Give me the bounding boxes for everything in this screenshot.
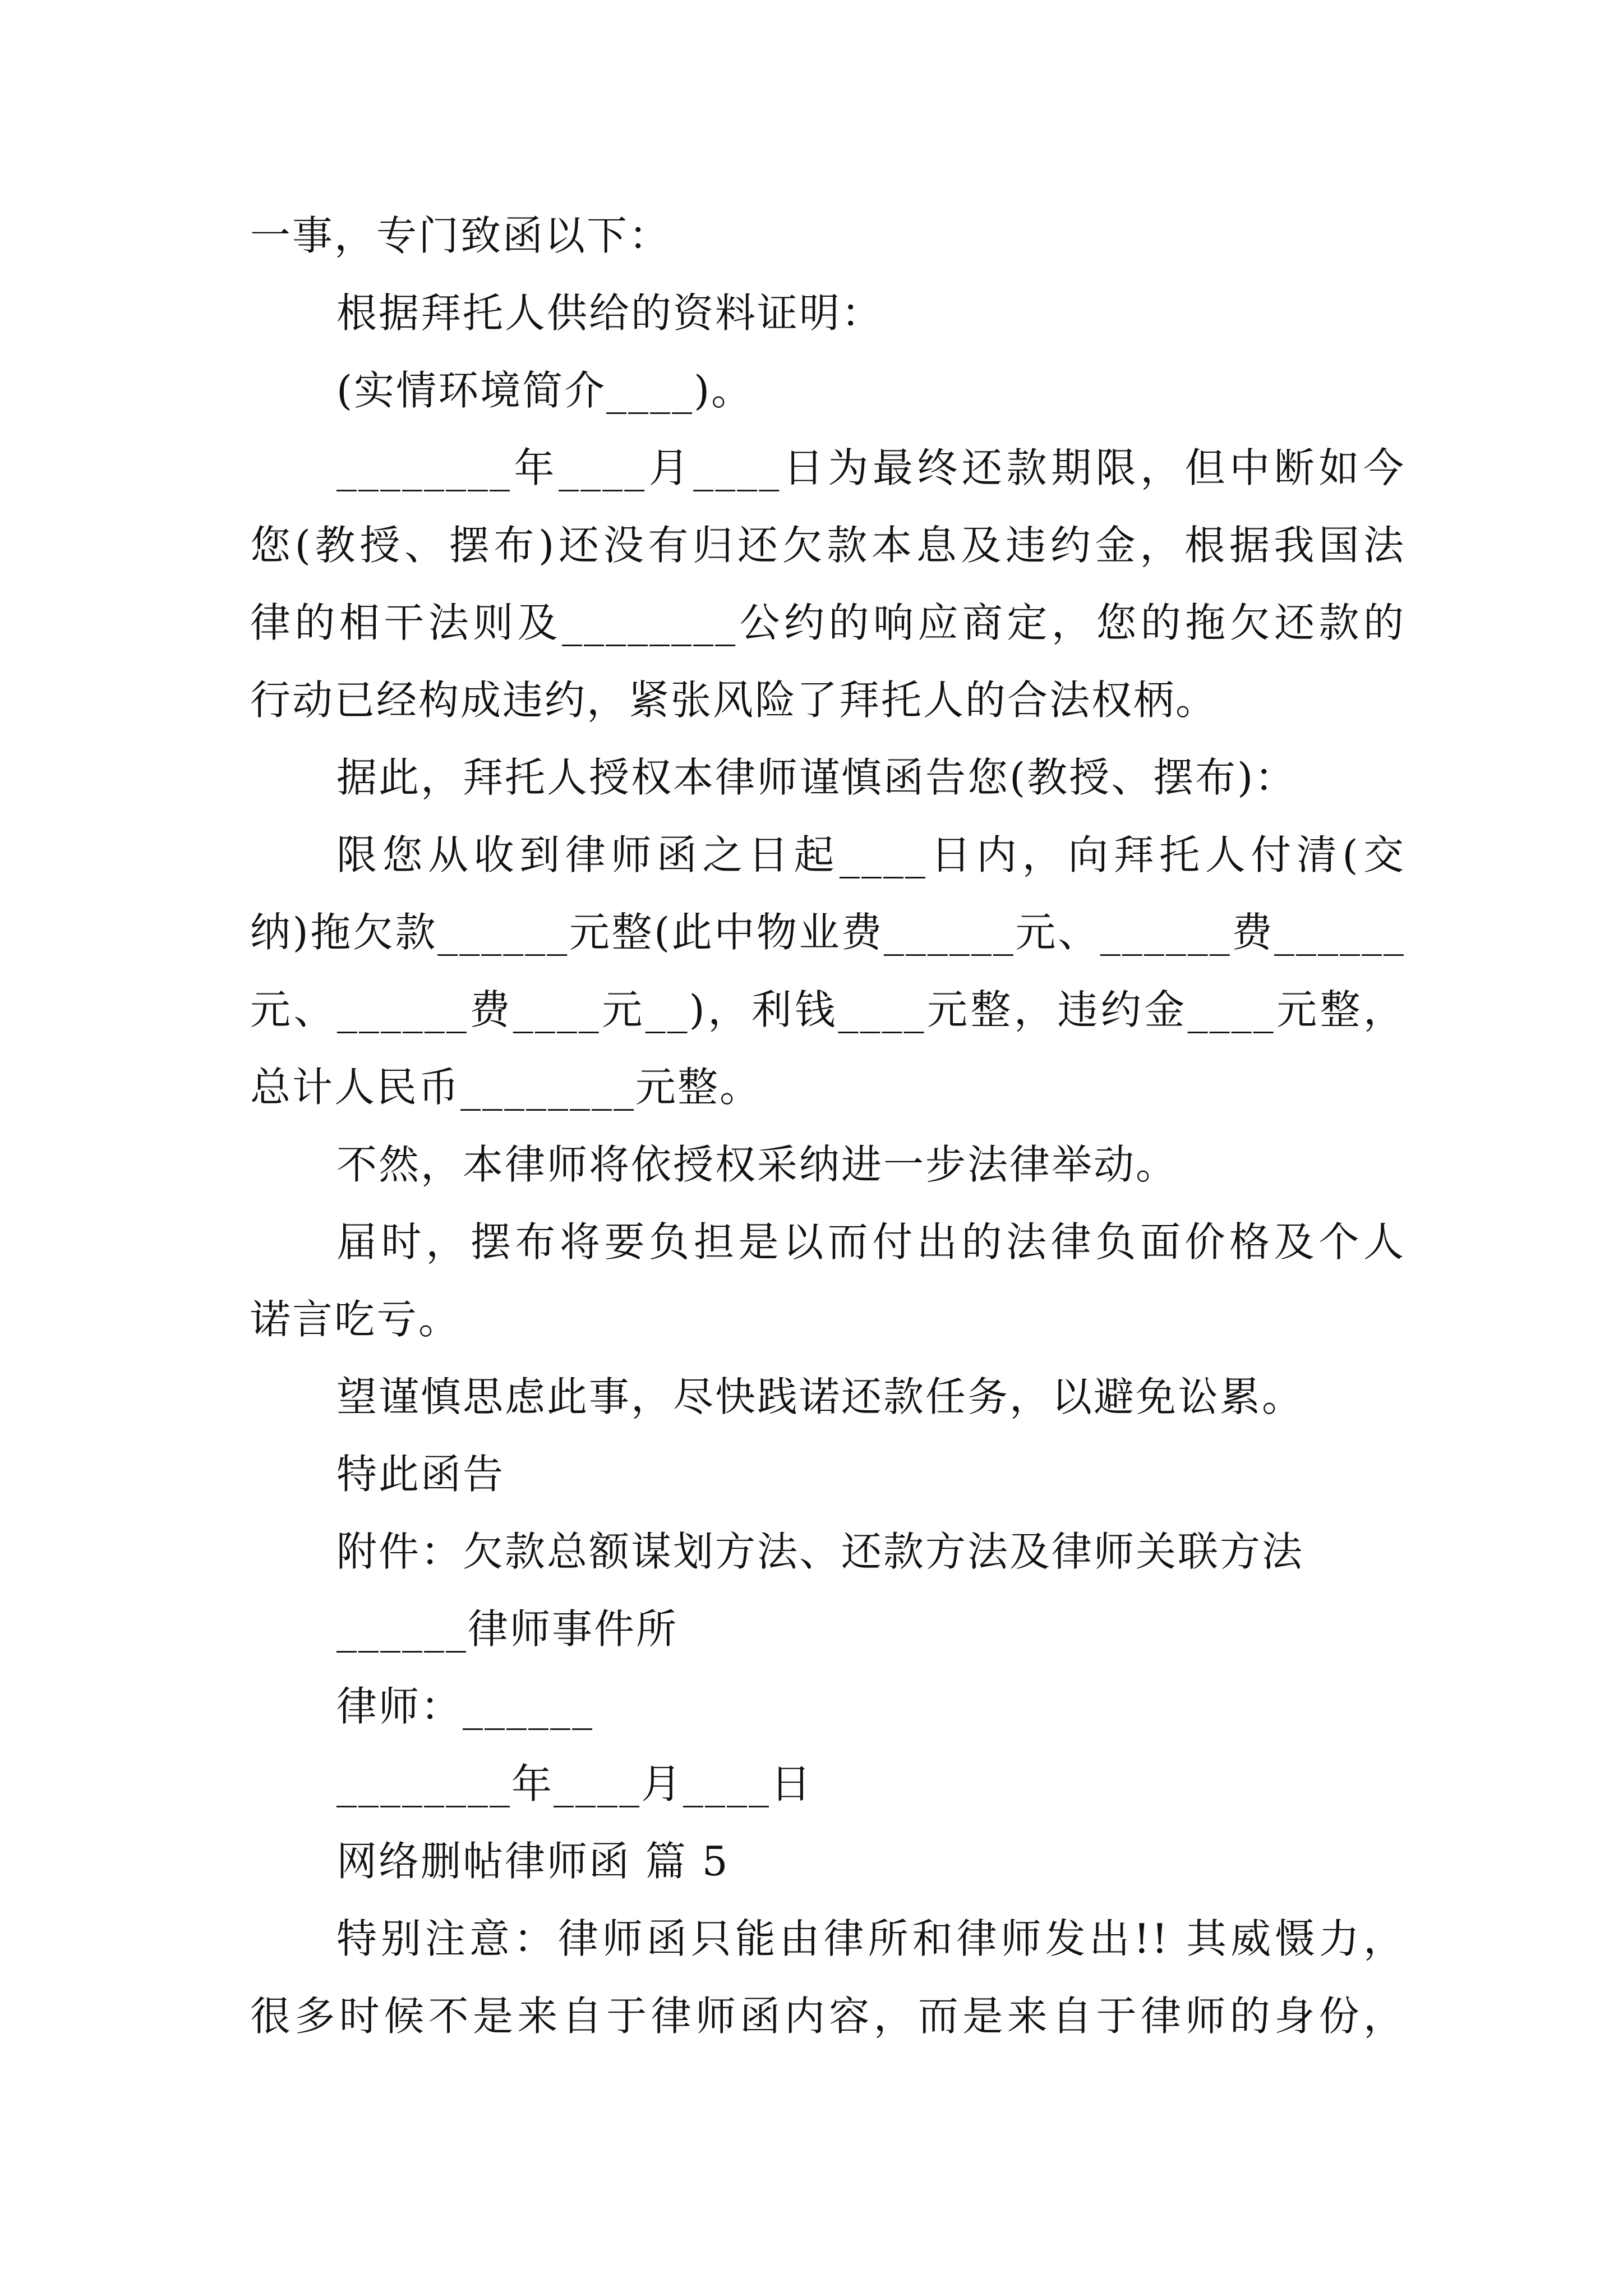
section-heading: 网络删帖律师函 篇 5 <box>336 1838 730 1885</box>
text-line-1: 一事，专门致函以下： <box>250 212 671 259</box>
text-line-5: 您(教授、摆布)还没有归还欠款本息及违约金，根据我国法 <box>250 522 1405 569</box>
text-line-12: 总计人民币________元整。 <box>250 1064 762 1111</box>
text-line-13: 不然，本律师将依授权采纳进一步法律举动。 <box>336 1141 1178 1188</box>
text-line-8: 据此，拜托人授权本律师谨慎函告您(教授、摆布)： <box>336 754 1297 801</box>
text-line-3: (实情环境简介____)。 <box>336 367 754 414</box>
text-line-21: ________年____月____日 <box>336 1760 813 1807</box>
text-line-10: 纳)拖欠款______元整(此中物业费______元、______费______ <box>250 909 1405 956</box>
text-line-18: 附件：欠款总额谋划方法、还款方法及律师关联方法 <box>336 1528 1304 1575</box>
text-line-7: 行动已经构成违约，紧张风险了拜托人的合法权柄。 <box>250 677 1218 724</box>
text-line-19: ______律师事件所 <box>336 1605 679 1653</box>
text-line-15: 诺言吃亏。 <box>250 1296 461 1343</box>
text-line-14: 届时，摆布将要负担是以而付出的法律负面价格及个人 <box>336 1218 1405 1266</box>
text-line-20: 律师：______ <box>336 1683 594 1730</box>
text-line-2: 根据拜托人供给的资料证明： <box>336 289 884 337</box>
text-line-24: 很多时候不是来自于律师函内容，而是来自于律师的身份， <box>250 1993 1405 2040</box>
text-line-17: 特此函告 <box>336 1451 505 1498</box>
text-line-23: 特别注意：律师函只能由律所和律师发出!! 其威慑力， <box>336 1915 1405 1962</box>
text-line-4: ________年____月____日为最终还款期限，但中断如今 <box>336 444 1405 491</box>
text-line-11: 元、______费____元__)，利钱____元整，违约金____元整， <box>250 986 1405 1033</box>
text-line-9: 限您从收到律师函之日起____日内，向拜托人付清(交 <box>336 831 1405 878</box>
text-line-16: 望谨慎思虑此事，尽快践诺还款任务，以避免讼累。 <box>336 1373 1304 1420</box>
text-line-6: 律的相干法则及________公约的响应商定，您的拖欠还款的 <box>250 599 1405 646</box>
